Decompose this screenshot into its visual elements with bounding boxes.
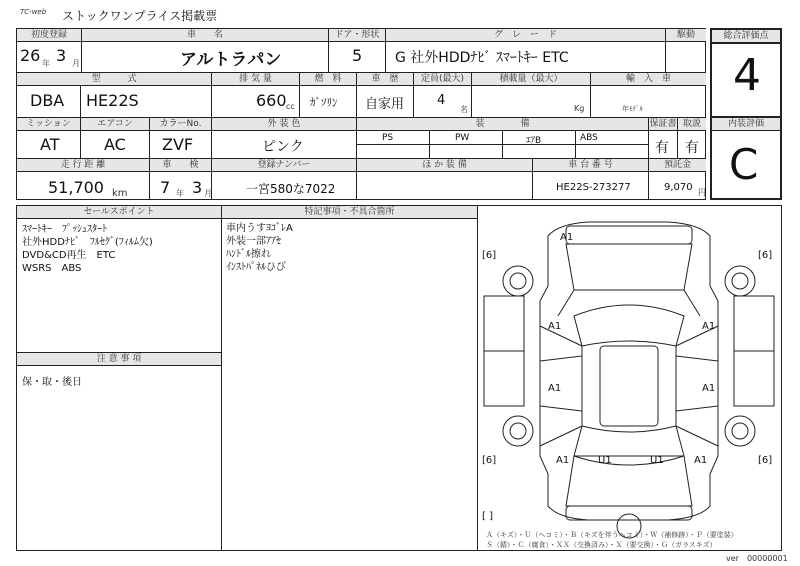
equip-pw: PW (455, 133, 470, 143)
vin-value: HE22S-273277 (556, 182, 631, 193)
special-line: 外装一部ｱｱｾ (226, 236, 281, 247)
label-warranty: 保証書 (649, 119, 677, 129)
model-code: HE22S (86, 91, 139, 110)
load-unit: Kg (574, 104, 585, 113)
reg-year-unit: 年 (42, 59, 50, 68)
damage-mark: A1 (694, 455, 708, 466)
manual-value: 有 (685, 140, 699, 156)
damage-mark: A1 (702, 383, 716, 394)
label-vin: 車 台 番 号 (533, 159, 648, 171)
mileage-value: 51,700 (48, 178, 104, 197)
sales-line: ｽﾏｰﾄｷｰ ﾌﾟｯｼｭｽﾀｰﾄ (22, 224, 107, 235)
damage-mark: U1 (598, 455, 612, 466)
label-sales-points: セールスポイント (17, 206, 221, 218)
inspection-year: 7 (160, 178, 171, 197)
color-no-value: ZVF (162, 135, 194, 154)
tire-mark: [6] (758, 250, 773, 261)
label-deposit: 預託金 (649, 159, 706, 171)
label-displacement: 排 気 量 (212, 73, 299, 85)
capacity-value: 4 (437, 93, 446, 108)
door-count: 5 (352, 46, 363, 65)
damage-mark: A1 (548, 321, 562, 332)
reg-year: 26 (20, 46, 41, 65)
import-unit: 年ﾓﾃﾞﾙ (622, 105, 643, 113)
deposit-value: 9,070 (664, 182, 693, 193)
label-inspection: 車 検 (150, 159, 211, 171)
interior-score-value: C (729, 140, 759, 189)
tire-mark: [6] (482, 455, 497, 466)
label-load: 積載量（最大） (472, 73, 590, 85)
equip-airbag: ｴｱB (526, 136, 542, 146)
displacement-unit: cc (286, 102, 295, 111)
inspection-month: 3 (192, 178, 203, 197)
equip-ps: PS (382, 133, 394, 143)
grade-value: G 社外HDDﾅﾋﾞ ｽﾏｰﾄｷｰ ETC (395, 50, 569, 66)
sales-line: WSRS ABS (22, 263, 82, 274)
label-exterior: 外 装 色 (212, 118, 356, 130)
mission-value: AT (40, 135, 60, 154)
label-equipment: 装 備 (357, 118, 648, 130)
label-drive: 駆動 (666, 29, 706, 41)
label-history: 車 歴 (357, 73, 413, 85)
sales-line: 社外HDDﾅﾋﾞ ﾌﾙｾｸﾞ(ﾌｨﾙﾑ欠) (22, 237, 153, 248)
label-car-name: 車 名 (82, 29, 328, 41)
plate-value: 一宮580な7022 (246, 182, 336, 196)
label-manual: 取説 (678, 118, 706, 130)
damage-mark: A1 (560, 232, 574, 243)
fuel-value: ｶﾞｿﾘﾝ (310, 96, 338, 109)
equip-abs: ABS (580, 133, 598, 143)
damage-mark: A1 (548, 383, 562, 394)
mileage-unit: km (112, 188, 128, 199)
special-notes (226, 222, 293, 274)
special-line: ﾊﾝﾄﾞﾙ擦れ (226, 249, 271, 260)
displacement-value: 660 (256, 91, 287, 110)
label-plate: 登録ナンバー (212, 159, 356, 171)
label-capacity: 定員(最大) (414, 73, 471, 85)
legend-line: Ｓ（錆）・Ｃ（腐食）・ＸＸ（交換済み）・Ｘ（要交換）・Ｇ（ガラスキズ） (486, 541, 717, 549)
tire-mark: [6] (758, 455, 773, 466)
car-damage-diagram (478, 206, 781, 550)
inspection-month-unit: 月 (204, 189, 212, 198)
car-name: アルトラパン (180, 50, 282, 70)
special-line: ｲﾝｽﾄﾊﾟﾈﾙひび (226, 262, 286, 273)
reg-month-unit: 月 (72, 59, 80, 68)
reg-month: 3 (56, 46, 67, 65)
spare-tire-mark: [ ] (482, 511, 493, 522)
exterior-value: ピンク (262, 139, 304, 155)
legend-line: Ａ（キズ）・Ｕ（ヘコミ）・Ｂ（キズを伴うヘコミ）・Ｗ（補修跡）・Ｐ（要塗装） (486, 531, 738, 539)
inspection-year-unit: 年 (176, 189, 184, 198)
label-interior-score: 内装評価 (712, 118, 780, 130)
model-prefix: DBA (30, 91, 65, 110)
damage-mark: U1 (650, 455, 664, 466)
label-fuel: 燃 料 (300, 73, 356, 85)
tire-mark: [6] (482, 250, 497, 261)
label-other-equip: ほ か 装 備 (357, 159, 532, 171)
label-door-form: ドア・形状 (329, 29, 385, 41)
label-model: 型 式 (17, 73, 211, 85)
logo: TC-web (20, 8, 47, 16)
total-score-value: 4 (733, 50, 761, 101)
label-grade: グ レ ー ド (386, 29, 665, 41)
aircon-value: AC (104, 135, 126, 154)
special-line: 車内うすﾖｺﾞﾚA (226, 223, 293, 234)
label-aircon: エアコン (81, 118, 149, 130)
deposit-unit: 円 (698, 188, 706, 197)
sales-line: DVD&CD再生 ETC (22, 250, 116, 261)
capacity-unit: 名 (460, 105, 468, 114)
label-import: 輸 入 車 (591, 73, 706, 85)
sales-points (22, 223, 153, 275)
version-label: ver 00000001 (726, 554, 788, 563)
label-special-notes: 特記事項・不具合箇所 (222, 206, 477, 218)
page-title: ストックワンプライス掲載票 (62, 9, 218, 23)
label-color-no: カラーNo. (150, 118, 211, 130)
damage-mark: A1 (556, 455, 570, 466)
caution-text: 保・取・後日 (22, 377, 82, 388)
label-total-score: 総合評価点 (712, 30, 780, 42)
history-value: 自家用 (365, 97, 405, 112)
label-mileage: 走 行 距 離 (17, 159, 149, 171)
warranty-value: 有 (655, 140, 669, 156)
damage-mark: A1 (702, 321, 716, 332)
label-first-reg: 初度登録 (17, 29, 81, 41)
label-mission: ミッション (17, 118, 80, 130)
label-caution: 注 意 事 項 (17, 353, 221, 365)
